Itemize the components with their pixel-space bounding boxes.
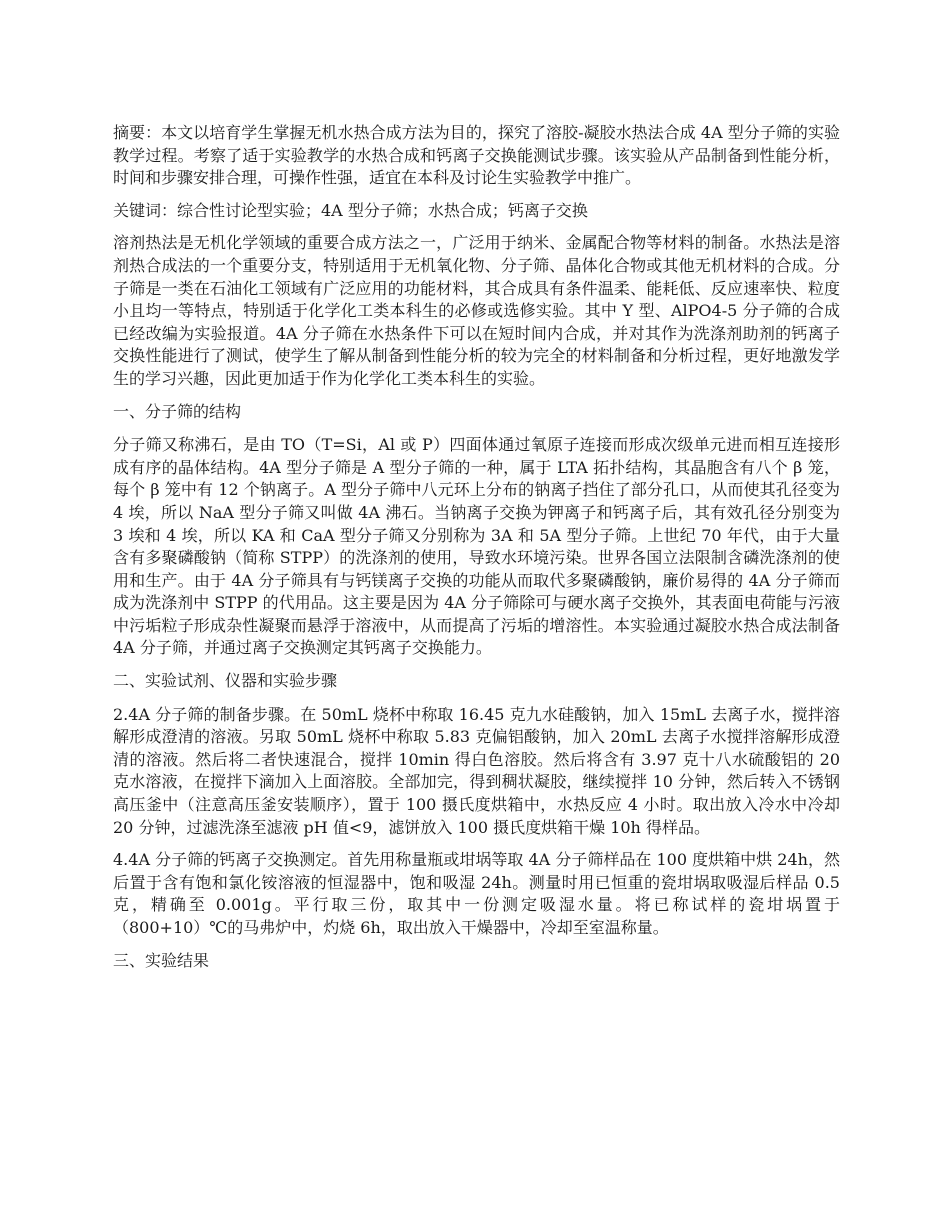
section-1-heading: 一、分子筛的结构: [113, 401, 242, 421]
document-page: [113, 122, 840, 983]
section-2-paragraph-preparation: 2.4A 分子筛的制备步骤。在 50mL 烧杯中称取 16.45 克九水硅酸钠，加入 15mL 去离子水，搅拌溶解形成澄清的溶液。另取 50mL 烧杯中称取 5.83 克偏铝酸钠，加入 20mL 去离子水搅拌溶解形成澄清的溶液。然后将二者快速混合，搅拌 10min 得白色溶胶。然后将含有 3.97 克十八水硫酸铝的 20 克水溶液，在搅拌下滴加入上面溶胶。全部加完，得到稠状凝胶，继续搅拌 10 分钟，然后转入不锈钢高压釜中（注意高压釜安装顺序），置于 100 摄氏度烘箱中，水热反应 4 小时。取出放入冷水中冷却 20 分钟，过滤洗涤至滤液 pH 值<9，滤饼放入 100 摄氏度烘箱干燥 10h 得样品。: [113, 704, 840, 837]
section-3-heading: 三、实验结果: [113, 950, 210, 970]
section-2-heading: 二、实验试剂、仪器和实验步骤: [113, 671, 338, 691]
section-2-paragraph-exchange: 4.4A 分子筛的钙离子交换测定。首先用称量瓶或坩埚等取 4A 分子筛样品在 100 度烘箱中烘 24h，然后置于含有饱和氯化铵溶液的恒湿器中，饱和吸湿 24h。测量时用已恒重的瓷坩埚取吸湿后样品 0.5 克，精确至 0.001g。平行取三份，取其中一份测定吸湿水量。将已称试样的瓷坩埚置于（800+10）℃的马弗炉中，灼烧 6h，取出放入干燥器中，冷却至室温称量。: [113, 850, 840, 937]
intro-paragraph: 溶剂热法是无机化学领域的重要合成方法之一，广泛用于纳米、金属配合物等材料的制备。水热法是溶剂热合成法的一个重要分支，特别适用于无机氧化物、分子筛、晶体化合物或其他无机材料的合成。分子筛是一类在石油化工领域有广泛应用的功能材料，其合成具有条件温柔、能耗低、反应速率快、粒度小且均一等特点，特别适于化学化工类本科生的必修或选修实验。其中 Y 型、AlPO4-5 分子筛的合成已经改编为实验报道。4A 分子筛在水热条件下可以在短时间内合成，并对其作为洗涤剂助剂的钙离子交换性能进行了测试，使学生了解从制备到性能分析的较为完全的材料制备和分析过程，更好地激发学生的学习兴趣，因此更加适于作为化学化工类本科生的实验。: [113, 233, 840, 388]
abstract-paragraph: 摘要：本文以培育学生掌握无机水热合成方法为目的，探究了溶胶-凝胶水热法合成 4A 型分子筛的实验教学过程。考察了适于实验教学的水热合成和钙离子交换能测试步骤。该实验从产品制备到性能分析，时间和步骤安排合理，可操作性强，适宜在本科及讨论生实验教学中推广。: [113, 123, 840, 188]
keywords-paragraph: 关键词：综合性讨论型实验；4A 型分子筛；水热合成；钙离子交换: [113, 200, 588, 220]
section-1-paragraph: 分子筛又称沸石，是由 TO（T=Si，Al 或 P）四面体通过氧原子连接而形成次级单元进而相互连接形成有序的晶体结构。4A 型分子筛是 A 型分子筛的一种，属于 LTA 拓扑结构，其晶胞含有八个 β 笼，每个 β 笼中有 12 个钠离子。A 型分子筛中八元环上分布的钠离子挡住了部分孔口，从而使其孔径变为 4 埃，所以 NaA 型分子筛又叫做 4A 沸石。当钠离子交换为钾离子和钙离子后，其有效孔径分别变为 3 埃和 4 埃，所以 KA 和 CaA 型分子筛又分别称为 3A 和 5A 型分子筛。上世纪 70 年代，由于大量含有多聚磷酸钠（简称 STPP）的洗涤剂的使用，导致水环境污染。世界各国立法限制含磷洗涤剂的使用和生产。由于 4A 分子筛具有与钙镁离子交换的功能从而取代多聚磷酸钠，廉价易得的 4A 分子筛而成为洗涤剂中 STPP 的代用品。这主要是因为 4A 分子筛除可与硬水离子交换外，其表面电荷能与污液中污垢粒子形成杂性凝聚而悬浮于溶液中，从而提高了污垢的增溶性。本实验通过凝胶水热合成法制备 4A 分子筛，并通过离子交换测定其钙离子交换能力。: [113, 435, 840, 658]
